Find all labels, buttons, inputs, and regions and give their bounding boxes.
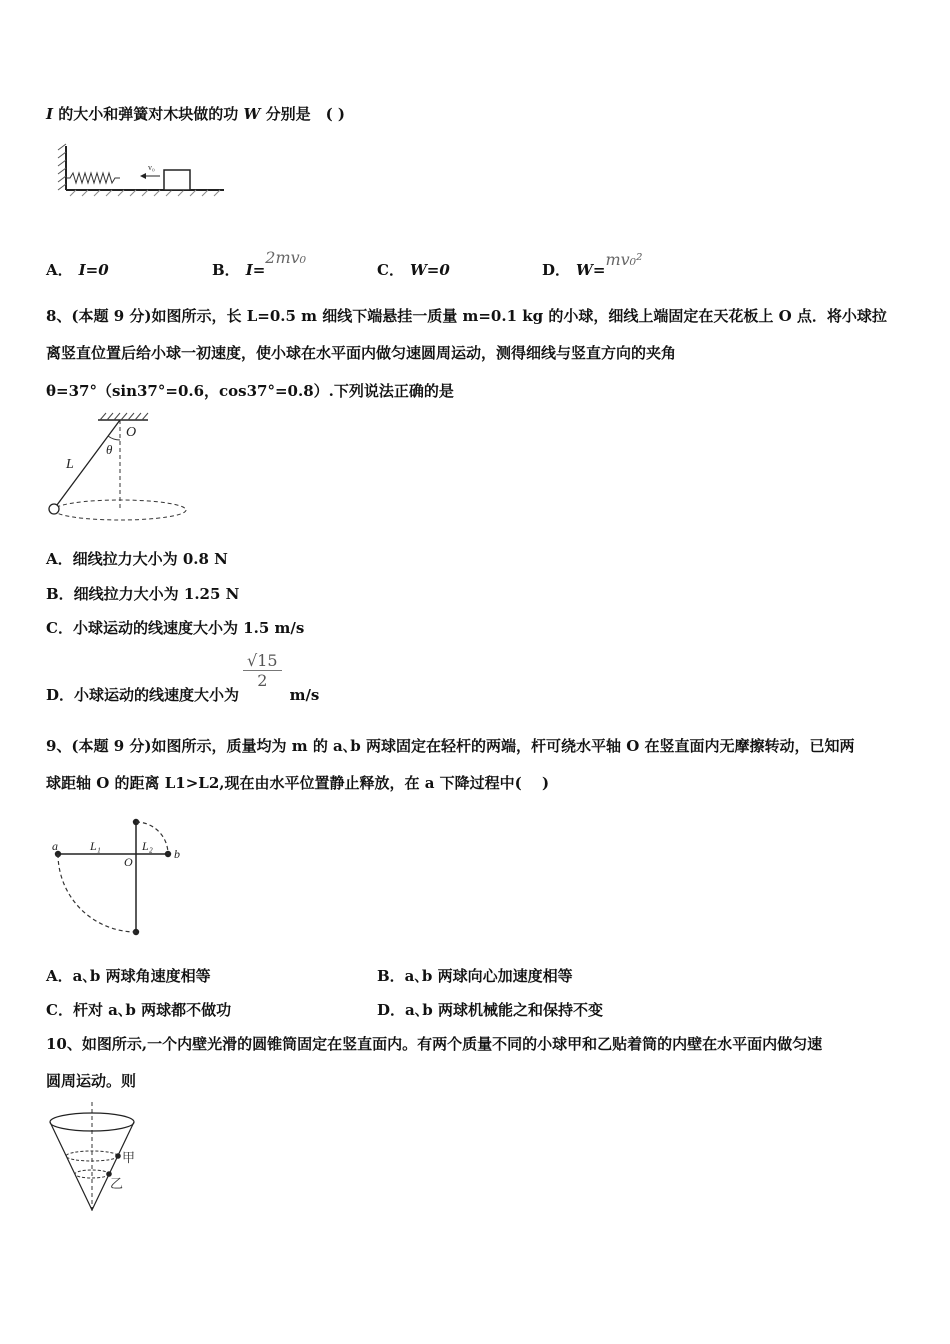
q7-spring-block-figure: [56, 140, 242, 210]
q8-option-d-fraction: [243, 651, 282, 690]
q8-label-o: O: [126, 425, 137, 440]
q8-stem-line3: θ=37°（sin37°=0.6，cos37°=0.8）.下列说法正确的是: [46, 382, 454, 400]
q8-conical-pendulum-figure: [44, 410, 194, 526]
q8-option-d[interactable]: [46, 651, 320, 704]
q7-stem-tail: [46, 103, 345, 124]
q10-stem-line1: 10、如图所示,一个内壁光滑的圆锥筒固定在竖直面内。有两个质量不同的小球甲和乙贴着筒的内壁在水平面内做匀速: [46, 1035, 823, 1053]
q9-label-a: a: [52, 839, 58, 853]
q9-label-l1: L₁: [90, 839, 101, 853]
q8-option-a[interactable]: A．细线拉力大小为 0.8 N: [46, 550, 228, 568]
q9-label-b: b: [174, 847, 180, 861]
q10-stem-line2: 圆周运动。则: [46, 1072, 137, 1090]
q7-option-a-text: I=0: [78, 261, 109, 279]
q7-option-a[interactable]: [46, 259, 109, 280]
q8-option-d-prefix: D．小球运动的线速度大小为: [46, 685, 240, 704]
q7-stem-mid: 的大小和弹簧对木块做的功: [53, 105, 244, 123]
q8-label-theta: θ: [106, 442, 113, 457]
q7-option-b-expr: 2mv₀: [265, 248, 307, 267]
q7-var-w: W: [243, 105, 261, 123]
q7-option-d-var: W=: [576, 261, 606, 279]
ball-yi: [106, 1171, 112, 1177]
q9-stem-line1: 9、(本题 9 分)如图所示，质量均为 m 的 a､b 两球固定在轻杆的两端，杆可绕水平轴 O 在竖直面内无摩擦转动，已知两: [46, 737, 855, 755]
q7-option-c-label: C．: [377, 261, 404, 279]
q7-option-c-text: W=0: [409, 261, 450, 279]
q9-option-c[interactable]: C．杆对 a､b 两球都不做功: [46, 1001, 232, 1019]
q8-option-d-unit: m/s: [289, 685, 320, 704]
q8-stem-line1: 8、(本题 9 分)如图所示，长 L=0.5 m 细线下端悬挂一质量 m=0.1 kg 的小球，细线上端固定在天花板上 O 点．将小球拉: [46, 307, 887, 325]
q9-label-o: O: [124, 855, 133, 869]
q7-option-d-label: D．: [542, 261, 571, 279]
q7-option-d[interactable]: [542, 250, 643, 280]
block: [164, 170, 190, 190]
q9-rod-figure: [46, 812, 196, 938]
ball-jia: [115, 1153, 121, 1159]
q8-stem-line2: 离竖直位置后给小球一初速度，使小球在水平面内做匀速圆周运动，测得细线与竖直方向的夹角: [46, 344, 677, 362]
q8-label-l: L: [66, 457, 74, 472]
q10-label-jia: 甲: [122, 1151, 136, 1166]
q9-option-b[interactable]: B．a､b 两球向心加速度相等: [377, 967, 573, 985]
q7-option-b-label: B．: [212, 261, 240, 279]
q7-option-d-expr: mv₀²: [605, 250, 643, 269]
q8-option-d-denominator: 2: [257, 671, 268, 690]
q7-option-b[interactable]: [212, 248, 307, 280]
pendulum-ball: [49, 504, 59, 514]
q7-option-c[interactable]: [377, 259, 450, 280]
q7-option-a-label: A．: [46, 261, 73, 279]
q9-option-a[interactable]: A．a､b 两球角速度相等: [46, 967, 211, 985]
q10-cone-figure: [44, 1100, 154, 1216]
q10-label-yi: 乙: [110, 1177, 124, 1192]
q8-option-b[interactable]: B．细线拉力大小为 1.25 N: [46, 585, 240, 603]
q7-option-b-var: I=: [245, 261, 266, 279]
q9-option-d[interactable]: D．a､b 两球机械能之和保持不变: [377, 1001, 603, 1019]
q8-option-c[interactable]: C．小球运动的线速度大小为 1.5 m/s: [46, 619, 305, 637]
q9-label-l2: L₂: [142, 839, 153, 853]
q7-stem-suffix: 分别是 ( ): [260, 105, 345, 123]
v0-label: v₀: [148, 163, 155, 172]
q7-var-i: I: [46, 105, 54, 123]
q9-stem-line2: 球距轴 O 的距离 L1>L2,现在由水平位置静止释放，在 a 下降过程中( ): [46, 774, 550, 792]
q8-option-d-numerator: √15: [243, 651, 282, 671]
